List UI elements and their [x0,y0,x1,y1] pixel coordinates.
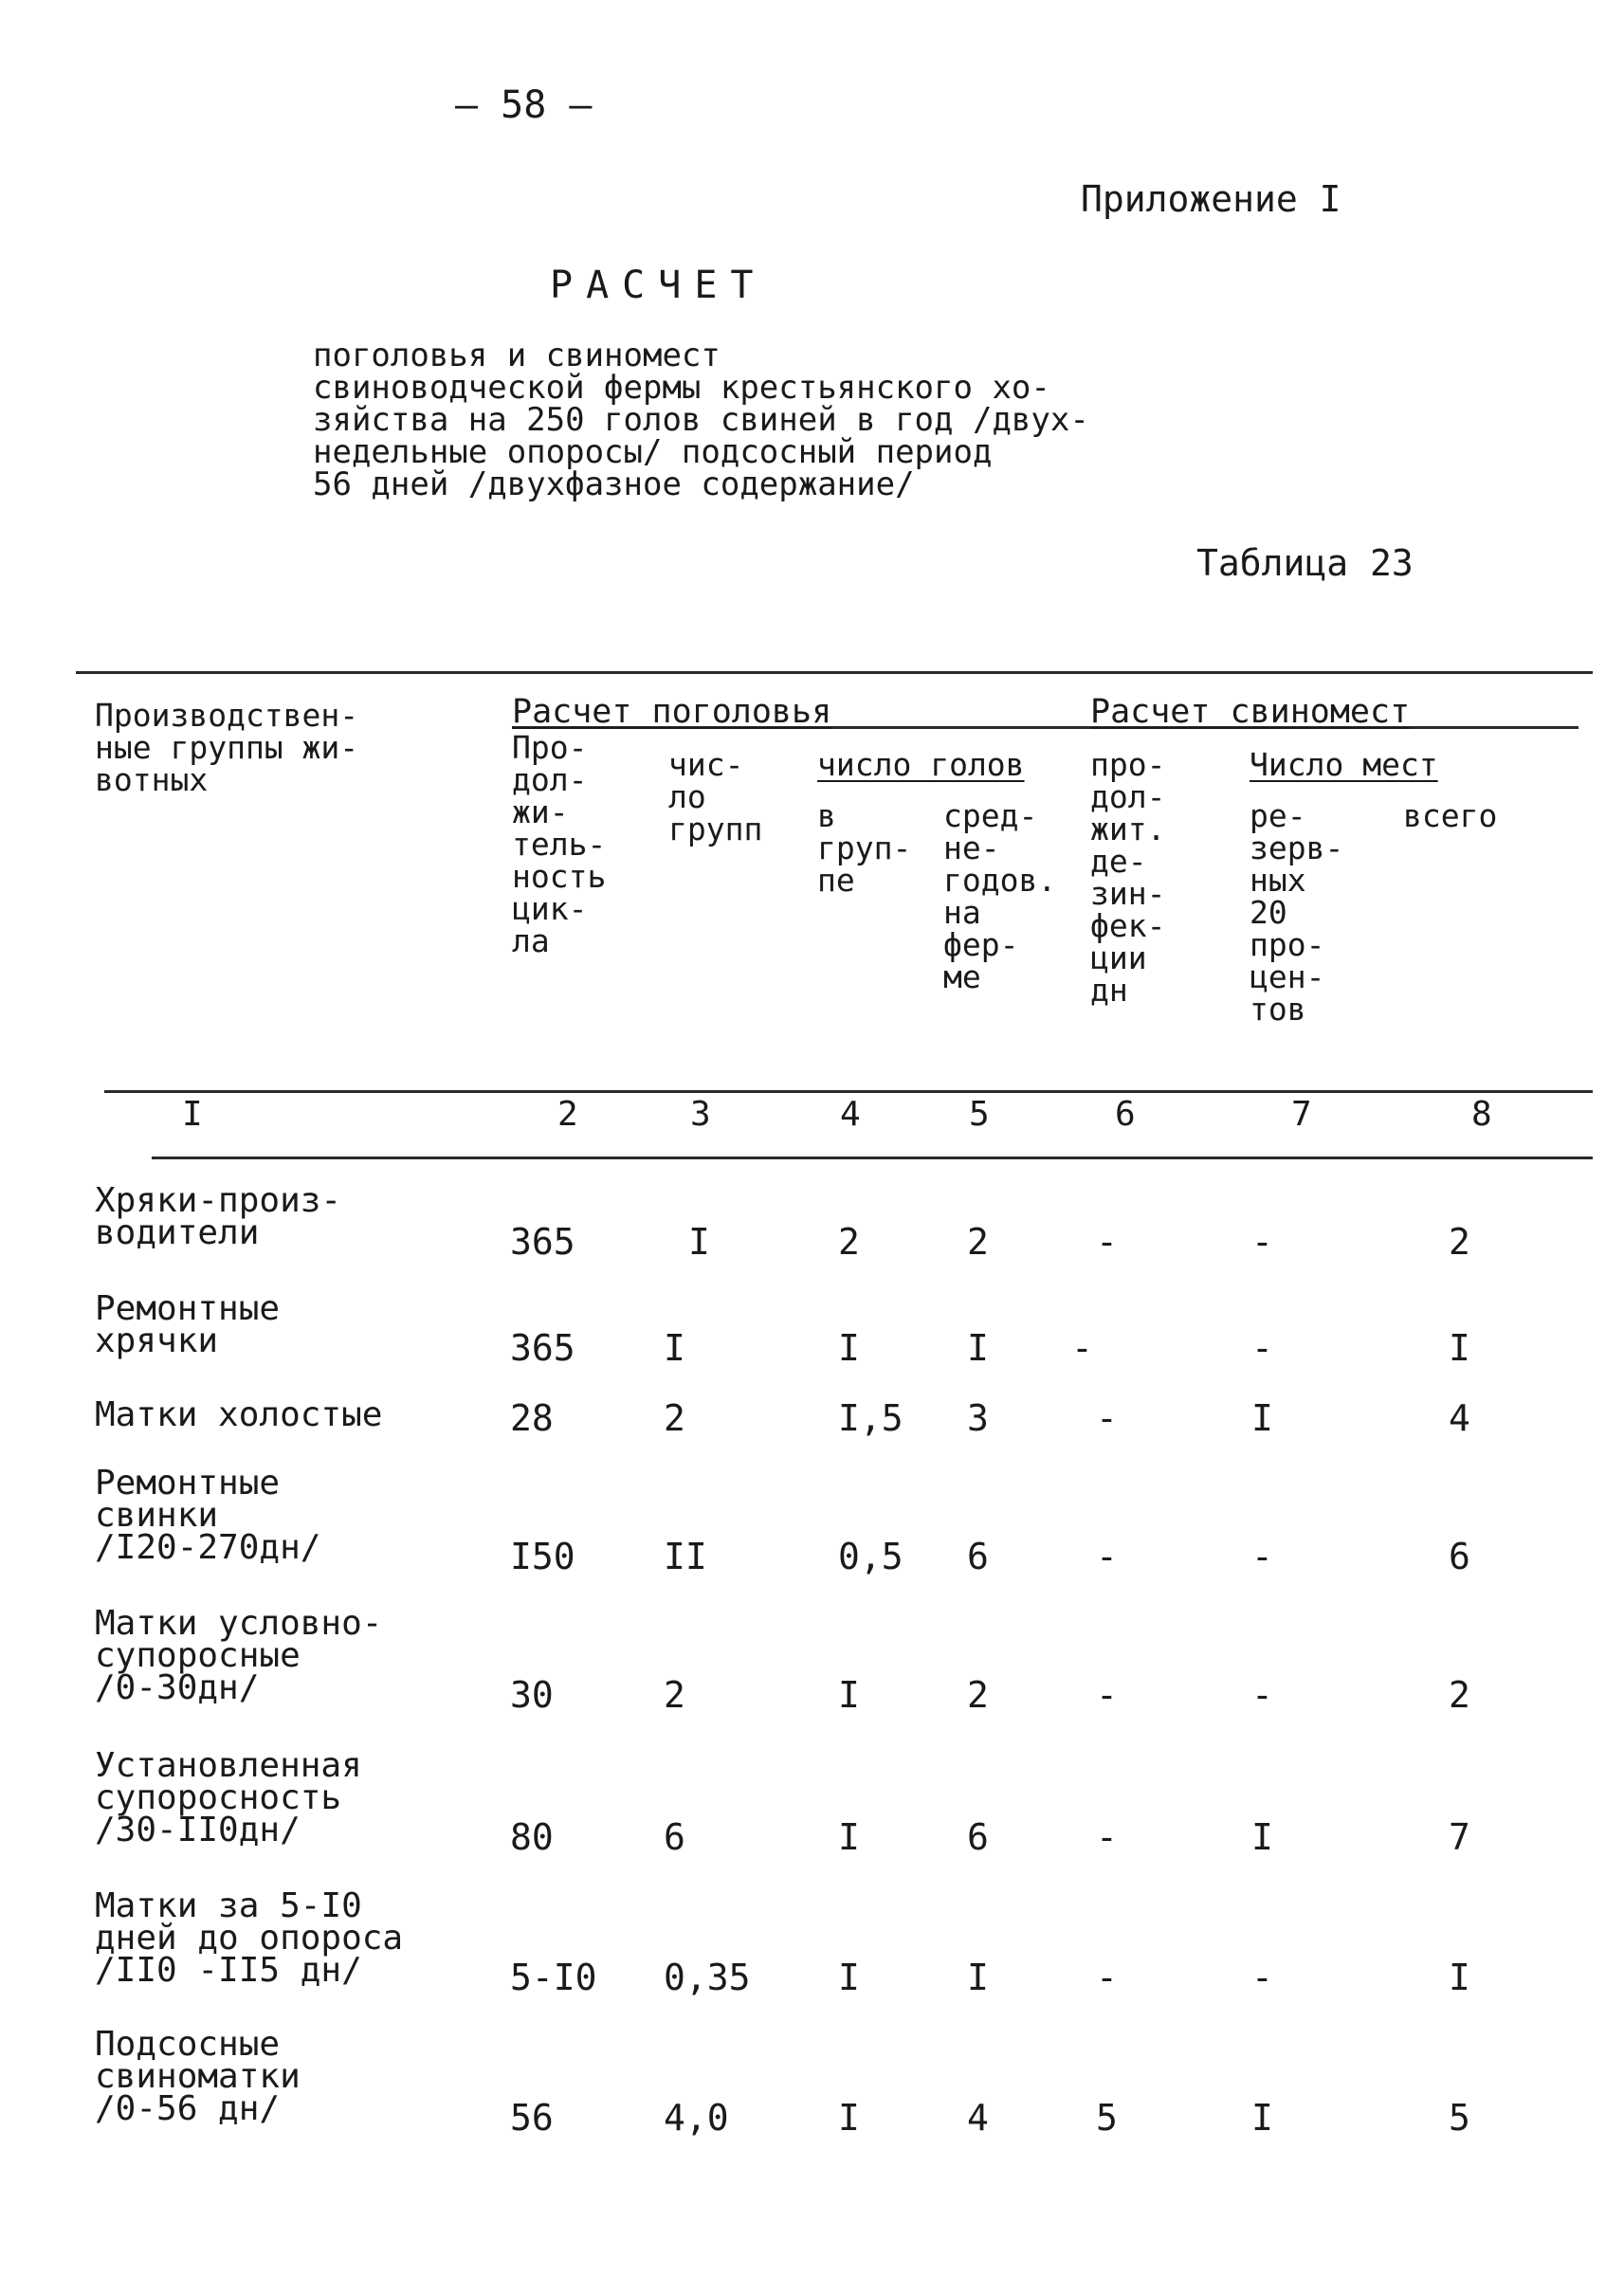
cell-reserve: I [1251,1816,1273,1858]
cell-total: 7 [1449,1816,1470,1858]
cell-groups: 2 [664,1397,685,1439]
cell-duration: 365 [510,1327,575,1369]
column-number-1: I [182,1095,203,1134]
cell-groups: 4,0 [664,2097,729,2139]
cell-disinfection: - [1096,1221,1118,1263]
cell-in-group: I [838,1957,860,1998]
column-number-6: 6 [1115,1095,1136,1134]
cell-total: 4 [1449,1397,1470,1439]
row-label: Матки холостые [95,1395,383,1434]
header-bottom-rule [104,1090,1593,1093]
cell-avg-annual: 6 [967,1816,989,1858]
cell-total: I [1449,1957,1470,1998]
cell-avg-annual: I [967,1327,989,1369]
cell-in-group: I [838,2097,860,2139]
header-number-of-groups: чис- ло групп [668,746,763,847]
cell-duration: 30 [510,1674,554,1716]
column-number-8: 8 [1471,1095,1492,1134]
cell-groups: 0,35 [664,1957,751,1998]
cell-reserve: - [1251,1221,1273,1263]
cell-groups: II [664,1536,707,1577]
cell-total: 5 [1449,2097,1470,2139]
cell-reserve: - [1251,1674,1273,1716]
header-in-group: в груп- пе [817,797,912,899]
cell-in-group: 0,5 [838,1536,903,1577]
header-herd-calculation: Расчет поголовья [512,693,832,731]
header-production-groups: Производствен- ные группы жи- вотных [95,697,359,798]
row-label: Матки за 5-I0 дней до опороса /II0 -II5 дн/ [95,1886,404,1990]
cell-in-group: 2 [838,1221,860,1263]
header-cycle-duration: Про- дол- жи- тель- ность цик- ла [512,729,607,959]
appendix-label: Приложение I [1081,178,1341,220]
column-number-7: 7 [1291,1095,1312,1134]
cell-disinfection: - [1096,1816,1118,1858]
cell-duration: 28 [510,1397,554,1439]
cell-duration: 80 [510,1816,554,1858]
header-number-of-places: Число мест [1250,746,1438,783]
colnum-bottom-rule [152,1157,1593,1159]
cell-total: 6 [1449,1536,1470,1577]
header-average-annual: сред- не- годов. на фер- ме [943,797,1057,995]
row-label: Матки условно- супоросные /0-30дн/ [95,1604,383,1707]
row-label: Хряки-произ- водители [95,1181,342,1252]
header-reserve-places: ре- зерв- ных 20 про- цен- тов [1250,797,1344,1028]
cell-reserve: - [1251,1957,1273,1998]
cell-avg-annual: 2 [967,1674,989,1716]
cell-total: 2 [1449,1674,1470,1716]
page-number: — 58 — [455,83,593,127]
cell-avg-annual: 3 [967,1397,989,1439]
row-label: Ремонтные хрячки [95,1289,281,1360]
cell-in-group: I [838,1816,860,1858]
header-disinfection-duration: про- дол- жит. де- зин- фек- ции дн [1090,746,1166,1009]
column-number-2: 2 [557,1095,578,1134]
cell-avg-annual: 2 [967,1221,989,1263]
document-subtitle: поголовья и свиномест свиноводческой фермы крестьянского хо- зяйства на 250 голов свиней в год /двух- недельные опоросы/ подсосный период 56 дней /двухфазное содержание/ [313,337,1089,503]
document-title: РАСЧЕТ [550,264,767,307]
column-number-3: 3 [690,1095,711,1134]
cell-disinfection: - [1096,1957,1118,1998]
column-number-4: 4 [840,1095,861,1134]
cell-disinfection: - [1071,1327,1093,1369]
cell-disinfection: - [1096,1397,1118,1439]
cell-reserve: - [1251,1536,1273,1577]
cell-disinfection: 5 [1096,2097,1118,2139]
cell-total: 2 [1449,1221,1470,1263]
cell-in-group: I [838,1327,860,1369]
cell-total: I [1449,1327,1470,1369]
cell-disinfection: - [1096,1674,1118,1716]
cell-groups: I [664,1327,685,1369]
cell-groups: 2 [664,1674,685,1716]
cell-reserve: - [1251,1327,1273,1369]
cell-avg-annual: I [967,1957,989,1998]
column-number-5: 5 [969,1095,990,1134]
cell-in-group: I [838,1674,860,1716]
cell-in-group: I,5 [838,1397,903,1439]
cell-avg-annual: 6 [967,1536,989,1577]
cell-avg-annual: 4 [967,2097,989,2139]
cell-duration: 56 [510,2097,554,2139]
cell-duration: 5-I0 [510,1957,597,1998]
row-label: Подсосные свиноматки /0-56 дн/ [95,2025,301,2128]
table-top-rule [76,671,1593,674]
cell-groups: I [688,1221,710,1263]
header-total-places: всего [1403,797,1498,834]
header-places-calculation: Расчет свиномест [1090,693,1411,731]
table-number: Таблица 23 [1196,542,1414,584]
cell-groups: 6 [664,1816,685,1858]
row-label: Ремонтные свинки /I20-270дн/ [95,1464,321,1567]
cell-reserve: I [1251,2097,1273,2139]
cell-duration: I50 [510,1536,575,1577]
cell-reserve: I [1251,1397,1273,1439]
cell-duration: 365 [510,1221,575,1263]
cell-disinfection: - [1096,1536,1118,1577]
row-label: Установленная супоросность /30-II0дн/ [95,1746,362,1849]
header-number-of-heads: число голов [817,746,1025,783]
